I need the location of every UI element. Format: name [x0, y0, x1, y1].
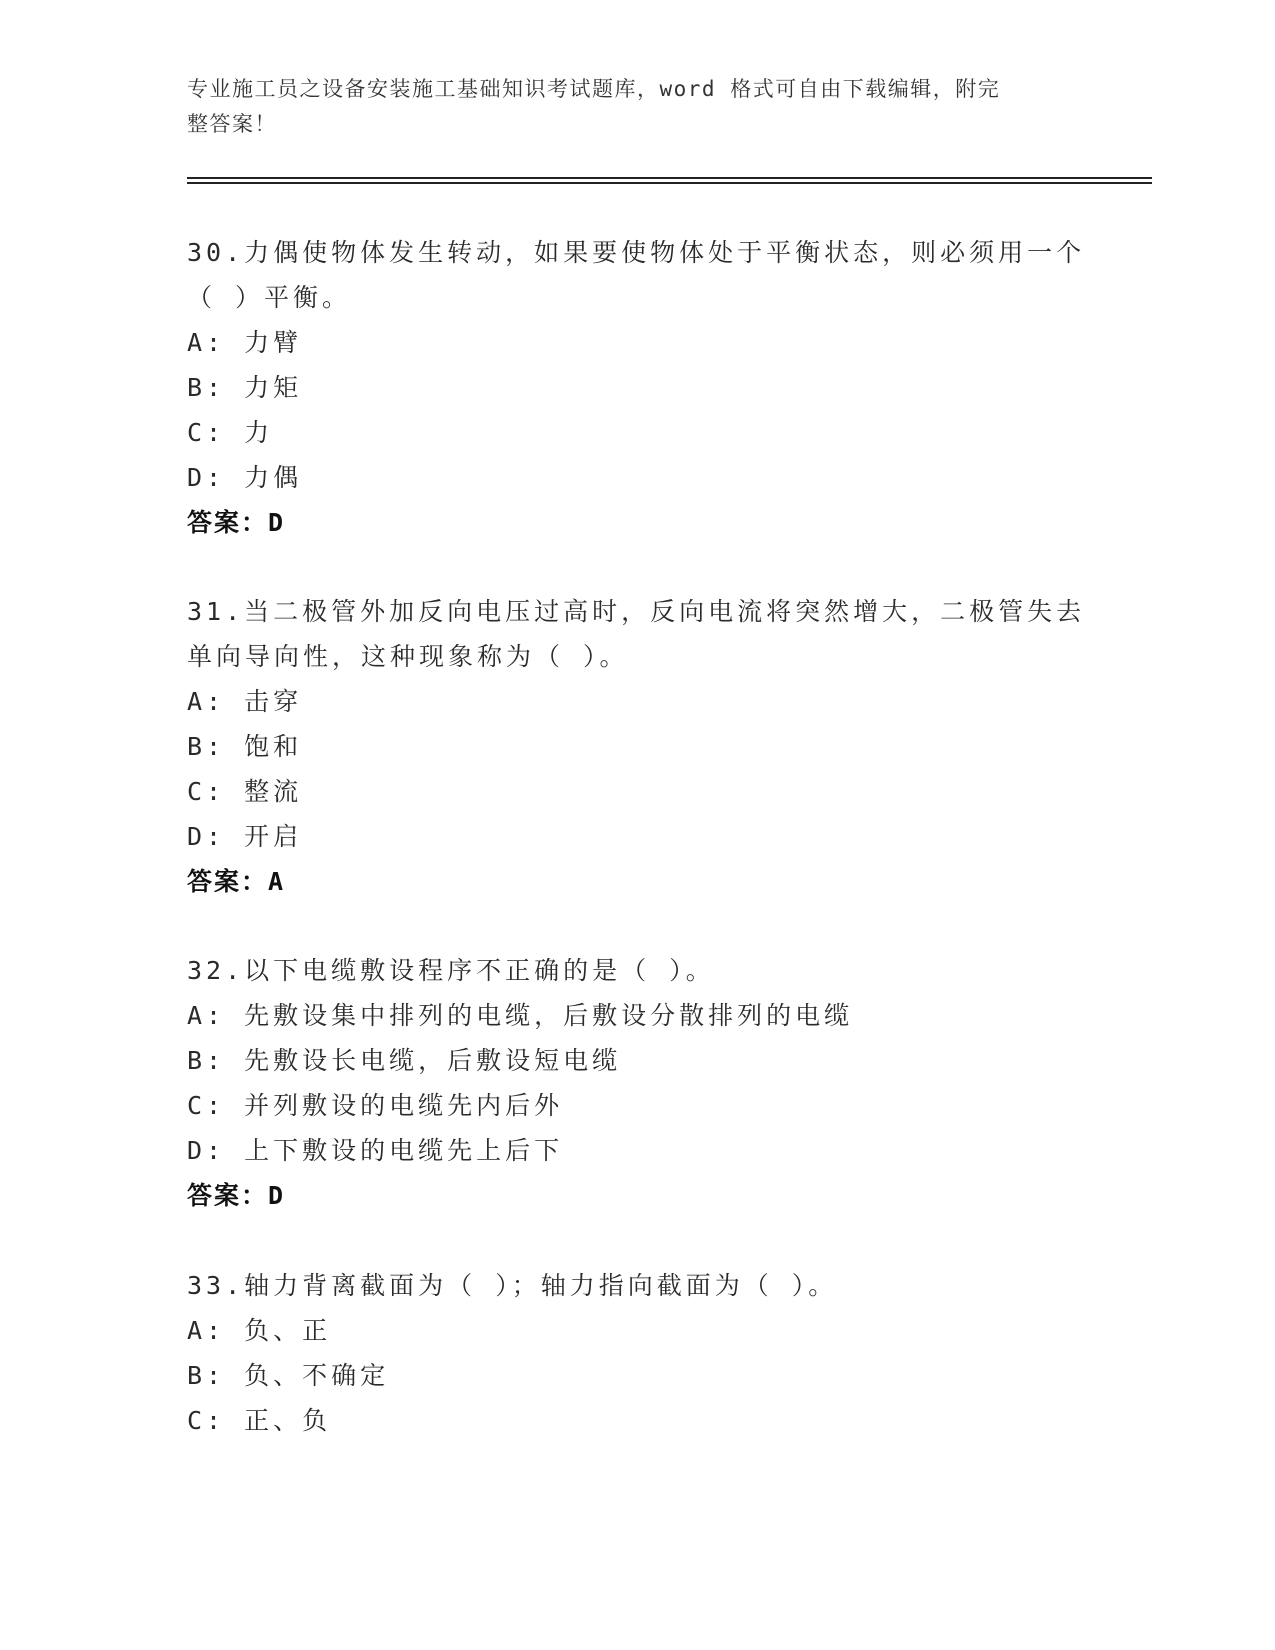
header-divider-bottom	[187, 182, 1152, 184]
header-line-2: 整答案！	[187, 112, 277, 136]
question-number: 33.	[187, 1271, 245, 1300]
option-b: B: 饱和	[187, 732, 303, 761]
option-b: B: 负、不确定	[187, 1361, 390, 1390]
option-c: C: 力	[187, 418, 274, 447]
option-d: D: 开启	[187, 822, 303, 851]
answer: 答案：A	[187, 867, 286, 896]
option-b: B: 先敷设长电缆，后敷设短电缆	[187, 1046, 622, 1075]
question-30	[187, 230, 1087, 545]
document-header	[187, 72, 1067, 142]
header-line-1: 专业施工员之设备安装施工基础知识考试题库，word 格式可自由下载编辑，附完	[187, 77, 1001, 101]
question-text-line-2: 单向导向性，这种现象称为（ ）。	[187, 642, 629, 671]
option-c: C: 正、负	[187, 1406, 332, 1435]
answer: 答案：D	[187, 508, 286, 537]
option-a: A: 负、正	[187, 1316, 332, 1345]
question-number: 30.	[187, 238, 245, 267]
option-d: D: 上下敷设的电缆先上后下	[187, 1136, 564, 1165]
question-number: 32.	[187, 956, 245, 985]
option-c: C: 并列敷设的电缆先内后外	[187, 1091, 564, 1120]
option-d: D: 力偶	[187, 463, 303, 492]
question-text-line-1: 力偶使物体发生转动，如果要使物体处于平衡状态，则必须用一个	[244, 238, 1086, 267]
question-number: 31.	[187, 597, 245, 626]
question-stem	[187, 589, 1087, 634]
option-c: C: 整流	[187, 777, 303, 806]
header-divider-top	[187, 177, 1152, 179]
question-stem	[187, 1263, 1087, 1308]
option-a: A: 力臂	[187, 328, 303, 357]
question-32	[187, 948, 1087, 1218]
question-text-line-2: （ ）平衡。	[187, 283, 352, 312]
question-33	[187, 1263, 1087, 1443]
question-stem	[187, 948, 1087, 993]
question-text-line-1: 当二极管外加反向电压过高时，反向电流将突然增大，二极管失去	[244, 597, 1086, 626]
option-b: B: 力矩	[187, 373, 303, 402]
question-stem	[187, 230, 1087, 275]
option-a: A: 先敷设集中排列的电缆，后敷设分散排列的电缆	[187, 1001, 854, 1030]
question-31	[187, 589, 1087, 904]
question-text-line-1: 以下电缆敷设程序不正确的是（ ）。	[244, 956, 715, 985]
option-a: A: 击穿	[187, 687, 303, 716]
question-text-line-1: 轴力背离截面为（ ）；轴力指向截面为（ ）。	[244, 1271, 838, 1300]
answer: 答案：D	[187, 1181, 286, 1210]
